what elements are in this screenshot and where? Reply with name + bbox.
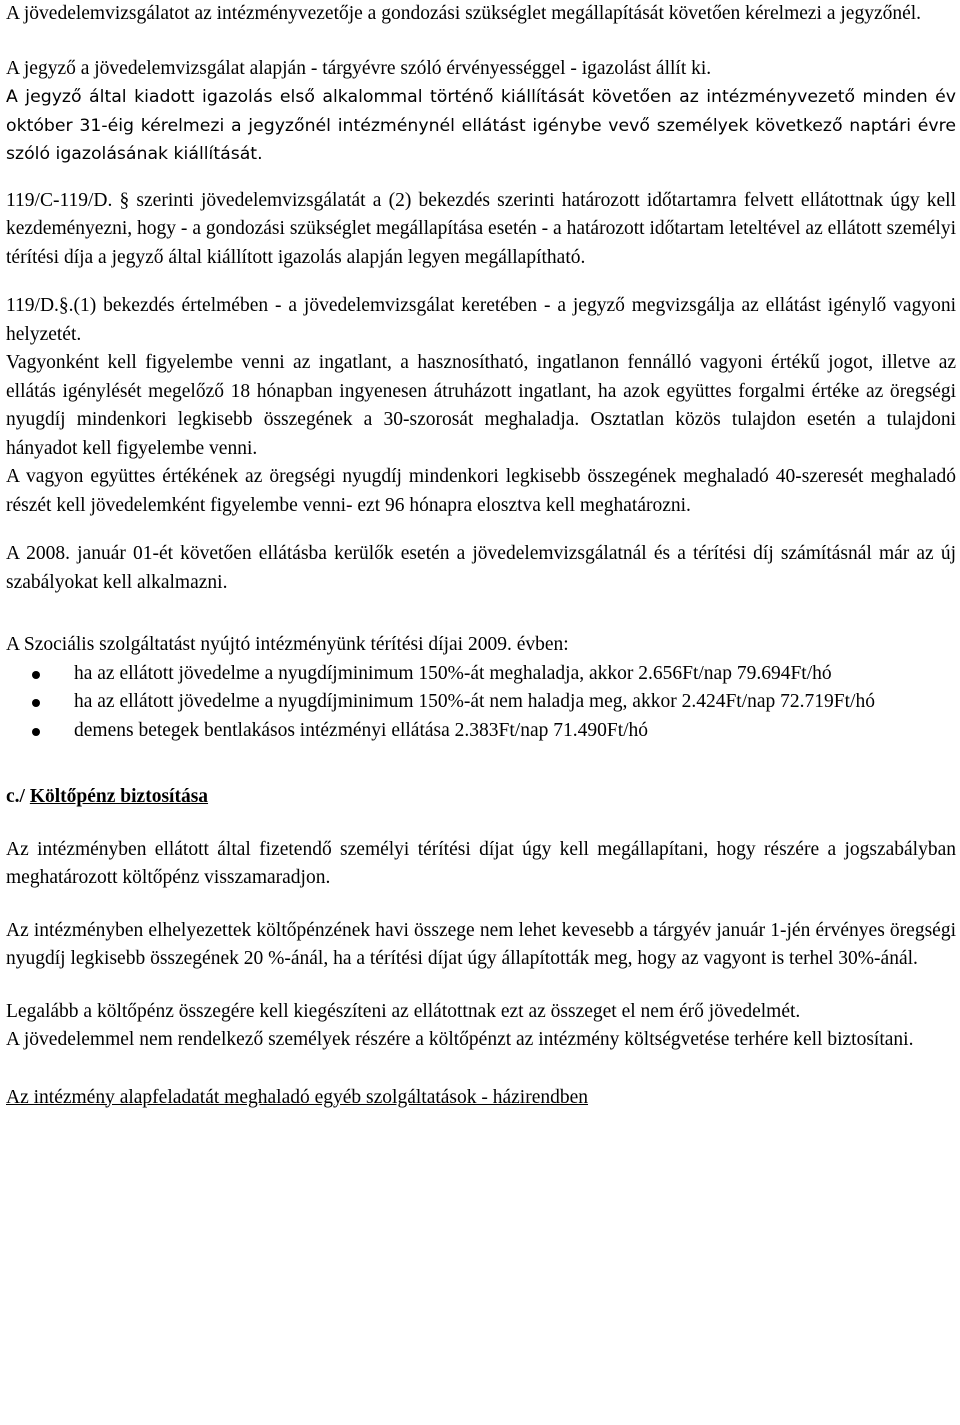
paragraph-p5: 119/D.§.(1) bekezdés értelmében - a jövedelemvizsgálat keretében - a jegyző megvizsgálja az ellátást igénylő vagyoni helyzetét. [6, 295, 956, 345]
paragraph-p1: A jövedelemvizsgálatot az intézményvezetője a gondozási szükséglet megállapítását követően kérelmezi a jegyzőnél. [6, 3, 922, 24]
paragraph-p8: A 2008. január 01-ét követően ellátásba kerülők esetén a jövedelemvizsgálatnál és a térítési díj számításnál már az új szabályokat kell alkalmazni. [6, 543, 956, 593]
footer-heading: Az intézmény alapfeladatát meghaladó egyéb szolgáltatások - házirendben [6, 1086, 589, 1108]
fee-list-item: demens betegek bentlakásos intézményi ellátása 2.383Ft/nap 71.490Ft/hó [74, 717, 956, 746]
paragraph-p13: A jövedelemmel nem rendelkező személyek részére a költőpénzt az intézmény költségvetése terhére kell biztosítani. [6, 1029, 914, 1050]
paragraph-p4: 119/C-119/D. § szerinti jövedelemvizsgálatát a (2) bekezdés szerinti határozott időtartamra felvett ellátottnak úgy kell kezdeményezni, hogy - a gondozási szükséglet megállapítása esetén - a határozott időtartam leteltével az ellátott személyi térítési díja a jegyző által kiállított igazolás alapján legyen megállapítható. [6, 189, 956, 268]
paragraph-p10: Az intézményben ellátott által fizetendő személyi térítési díjat úgy kell megállapítani, hogy részére a jogszabályban meghatározott költőpénz visszamaradjon. [6, 838, 956, 888]
fee-list [6, 660, 956, 746]
paragraph-p3: A jegyző által kiadott igazolás első alkalommal történő kiállítását követően az intézményvezető minden év október 31-éig kérelmezi a jegyzőnél intézménynél ellátást igénybe vevő személyek következő naptári évre szóló igazolásának kiállítását. [6, 87, 956, 164]
paragraph-p11: Az intézményben elhelyezettek költőpénzének havi összege nem lehet kevesebb a tárgyév január 1-jén érvényes öregségi nyugdíj legkisebb összegének 20 %-ánál, ha a térítési díjat úgy állapították meg, hogy az vagyont is terhel 30%-ánál. [6, 919, 956, 969]
section-c-heading [6, 783, 956, 812]
section-c-prefix: c./ [6, 786, 25, 807]
paragraph-p7: A vagyon együttes értékének az öregségi nyugdíj mindenkori legkisebb összegének meghaladó 40-szeresét meghaladó részét kell jövedelemként figyelembe venni- ezt 96 hónapra elosztva kell meghatározni. [6, 466, 956, 516]
fee-list-item: ha az ellátott jövedelme a nyugdíjminimum 150%-át nem haladja meg, akkor 2.424Ft/nap 72.719Ft/hó [74, 688, 956, 717]
paragraph-p9: A Szociális szolgáltatást nyújtó intézményünk térítési díjai 2009. évben: [6, 634, 569, 655]
section-c-title: Költőpénz biztosítása [29, 786, 209, 807]
fee-list-item: ha az ellátott jövedelme a nyugdíjminimum 150%-át meghaladja, akkor 2.656Ft/nap 79.694Ft/hó [74, 660, 956, 689]
paragraph-p6: Vagyonként kell figyelembe venni az ingatlant, a hasznosítható, ingatlanon fennálló vagyoni értékű jogot, illetve az ellátás igénylését megelőző 18 hónapban ingyenesen átruházott ingatlant, ha azok együttes forgalmi értéke az öregségi nyugdíj mindenkori legkisebb összegének a 30-szorosát meghaladja. Osztatlan közös tulajdon esetén a tulajdoni hányadot kell figyelembe venni. [6, 352, 956, 459]
paragraph-p2: A jegyző a jövedelemvizsgálat alapján - tárgyévre szóló érvényességgel - igazolást állít ki. [6, 57, 712, 79]
paragraph-p12: Legalább a költőpénz összegére kell kiegészíteni az ellátottnak ezt az összeget el nem érő jövedelmét. [6, 1000, 801, 1022]
